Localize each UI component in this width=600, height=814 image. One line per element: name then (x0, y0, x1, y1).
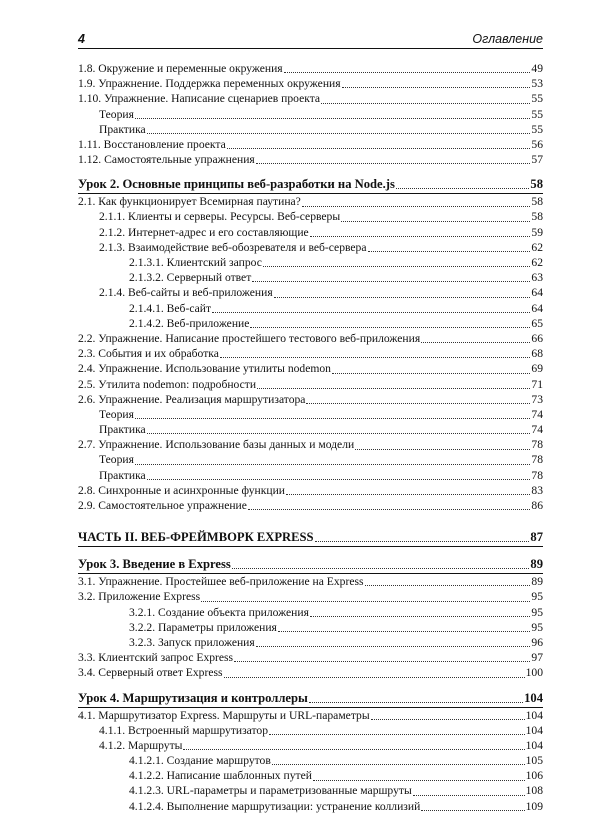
dot-leader (274, 297, 531, 298)
toc-entry-page: 49 (531, 61, 543, 75)
toc-entry-page: 69 (531, 362, 543, 376)
toc-entry-page: 104 (525, 708, 543, 722)
toc-entry-page: 55 (531, 92, 543, 106)
toc-entry-title: 4.1. Маршрутизатор Express. Маршруты и URL-параметры (78, 708, 370, 722)
toc-entry (78, 137, 543, 152)
dot-leader (220, 357, 531, 358)
toc-entry-title: Практика (99, 423, 146, 437)
toc-entry (78, 768, 543, 783)
toc-entry (78, 152, 543, 167)
toc-entry-page: 55 (531, 122, 543, 136)
toc-entry-page: 106 (525, 769, 543, 783)
toc-entry-page: 89 (530, 557, 543, 572)
toc-lesson-heading (78, 690, 543, 708)
toc-entry-title: 3.2.1. Создание объекта приложения (129, 605, 309, 619)
toc-entry-title: 3.2. Приложение Express (78, 590, 201, 604)
toc-entry-title: Теория (99, 453, 134, 467)
toc-entry (78, 331, 543, 346)
toc-entry-page: 58 (531, 195, 543, 209)
toc-entry-page: 56 (531, 137, 543, 151)
dot-leader (135, 118, 530, 119)
dot-leader (256, 163, 531, 164)
toc-entry-page: 95 (531, 620, 543, 634)
toc-entry-title: 2.4. Упражнение. Использование утилиты nodemon (78, 362, 331, 376)
toc-entry-title: 3.2.2. Параметры приложения (129, 620, 277, 634)
dot-leader (147, 479, 531, 480)
toc-entry-title: Практика (99, 468, 146, 482)
dot-leader (232, 568, 530, 569)
toc-entry-title: 4.1.2.4. Выполнение маршрутизации: устранение коллизий (129, 799, 421, 813)
dot-leader (252, 281, 530, 282)
dot-leader (321, 103, 530, 104)
toc-entry (78, 194, 543, 209)
toc-entry-title: 2.3. События и их обработка (78, 347, 219, 361)
toc-entry (78, 422, 543, 437)
toc-entry (78, 76, 543, 91)
toc-entry (78, 392, 543, 407)
toc-entry (78, 723, 543, 738)
dot-leader (250, 327, 530, 328)
dot-leader (315, 541, 530, 542)
toc-entry-page: 97 (531, 651, 543, 665)
dot-leader (309, 702, 523, 703)
toc-entry-page: 87 (530, 530, 543, 545)
toc-entry-title: Теория (99, 407, 134, 421)
toc-entry-page: 55 (531, 107, 543, 121)
toc-entry-page: 104 (525, 723, 543, 737)
dot-leader (368, 251, 531, 252)
toc-entry-title: Урок 3. Введение в Express (78, 557, 231, 572)
toc-entry (78, 589, 543, 604)
toc-entry (78, 437, 543, 452)
dot-leader (269, 734, 525, 735)
toc-entry-title: 3.1. Упражнение. Простейшее веб-приложение на Express (78, 575, 364, 589)
toc-entry (78, 753, 543, 768)
toc-entry-page: 78 (531, 468, 543, 482)
dot-leader (278, 631, 531, 632)
toc-entry-title: Практика (99, 122, 146, 136)
toc-entry (78, 784, 543, 799)
dot-leader (201, 601, 530, 602)
toc-entry-title: ЧАСТЬ II. ВЕБ-ФРЕЙМВОРК EXPRESS (78, 530, 314, 545)
toc-entry-page: 71 (531, 377, 543, 391)
dot-leader (342, 87, 531, 88)
toc-entry-title: 2.1.3. Взаимодействие веб-обозревателя и веб-сервера (99, 240, 367, 254)
toc-entry-title: 4.1.2.2. Написание шаблонных путей (129, 769, 312, 783)
toc-entry-title: 2.5. Утилита nodemon: подробности (78, 377, 257, 391)
toc-entry (78, 270, 543, 285)
toc-entry-title: 2.2. Упражнение. Написание простейшего тестового веб-приложения (78, 331, 421, 345)
toc-entry-title: 2.1.4.1. Веб-сайт (129, 301, 212, 315)
toc-entry (78, 738, 543, 753)
toc-entry-title: 2.8. Синхронные и асинхронные функции (78, 483, 285, 497)
toc-entry-page: 68 (531, 347, 543, 361)
dot-leader (135, 418, 530, 419)
toc-entry (78, 377, 543, 392)
toc-entry (78, 61, 543, 76)
toc-entry-page: 66 (531, 331, 543, 345)
dot-leader (224, 677, 525, 678)
toc-entry-title: 4.1.1. Встроенный маршрутизатор (99, 723, 269, 737)
dot-leader (135, 464, 530, 465)
toc-entry-title: 4.1.2. Маршруты (99, 738, 183, 752)
toc-entry (78, 122, 543, 137)
toc-entry-page: 95 (531, 605, 543, 619)
toc-entry (78, 210, 543, 225)
dot-leader (365, 585, 531, 586)
dot-leader (341, 221, 530, 222)
dot-leader (248, 509, 531, 510)
toc-entry-title: 2.1.1. Клиенты и серверы. Ресурсы. Веб-серверы (99, 210, 341, 224)
toc-entry-page: 78 (531, 453, 543, 467)
toc-entry-title: 2.1.4.2. Веб-приложение (129, 316, 250, 330)
toc-entry-title: 1.11. Восстановление проекта (78, 137, 226, 151)
toc-entry-page: 105 (525, 754, 543, 768)
toc-entry (78, 799, 543, 814)
toc-entry-page: 86 (531, 499, 543, 513)
toc-entry-page: 58 (531, 210, 543, 224)
dot-leader (310, 616, 530, 617)
running-header (78, 30, 543, 49)
dot-leader (396, 188, 530, 189)
toc-entry (78, 407, 543, 422)
dot-leader (284, 72, 531, 73)
toc-entry-title: 4.1.2.3. URL-параметры и параметризованные маршруты (129, 784, 412, 798)
toc-entry (78, 708, 543, 723)
toc-part-heading (78, 529, 543, 547)
dot-leader (257, 388, 530, 389)
toc-entry-page: 53 (531, 77, 543, 91)
toc-entry (78, 240, 543, 255)
toc-entry-title: 2.1.4. Веб-сайты и веб-приложения (99, 286, 273, 300)
toc-entry-title: 2.1. Как функционирует Всемирная паутина? (78, 195, 301, 209)
toc-entry (78, 361, 543, 376)
toc-entry (78, 665, 543, 680)
toc-entry-title: 1.8. Окружение и переменные окружения (78, 61, 283, 75)
toc-entry-page: 108 (525, 784, 543, 798)
dot-leader (234, 661, 530, 662)
toc-entry (78, 650, 543, 665)
dot-leader (421, 810, 524, 811)
running-title: Оглавление (472, 32, 543, 46)
toc-entry-title: 3.3. Клиентский запрос Express (78, 651, 234, 665)
dot-leader (272, 764, 525, 765)
toc-entry-title: 2.6. Упражнение. Реализация маршрутизатора (78, 392, 306, 406)
toc-entry (78, 346, 543, 361)
toc-entry (78, 605, 543, 620)
toc-entry (78, 483, 543, 498)
toc-entry-page: 62 (531, 256, 543, 270)
toc-entry-page: 109 (525, 799, 543, 813)
dot-leader (371, 719, 525, 720)
toc-entry-title: 3.4. Серверный ответ Express (78, 666, 223, 680)
toc-entry-title: Теория (99, 107, 134, 121)
toc-entry-page: 64 (531, 301, 543, 315)
toc-entry-title: 2.1.3.2. Серверный ответ (129, 271, 252, 285)
toc-entry-title: 2.1.3.1. Клиентский запрос (129, 256, 262, 270)
toc-entry-page: 74 (531, 423, 543, 437)
dot-leader (302, 206, 531, 207)
dot-leader (306, 403, 530, 404)
toc-entry-page: 104 (525, 738, 543, 752)
dot-leader (147, 133, 531, 134)
toc-entry (78, 620, 543, 635)
toc-entry-title: 2.9. Самостоятельное упражнение (78, 499, 247, 513)
toc-entry-title: Урок 2. Основные принципы веб-разработки на Node.js (78, 177, 395, 192)
toc-entry (78, 225, 543, 240)
toc-entry (78, 635, 543, 650)
toc-entry-title: 1.10. Упражнение. Написание сценариев проекта (78, 92, 321, 106)
toc-entry-page: 64 (531, 286, 543, 300)
toc-entry-page: 74 (531, 407, 543, 421)
toc-entry (78, 91, 543, 106)
toc-entry-title: 2.7. Упражнение. Использование базы данных и модели (78, 438, 355, 452)
dot-leader (212, 312, 530, 313)
dot-leader (263, 266, 531, 267)
toc-entry (78, 301, 543, 316)
toc-entry (78, 107, 543, 122)
toc-entry-page: 89 (531, 575, 543, 589)
toc-entry-title: 2.1.2. Интернет-адрес и его составляющие (99, 225, 309, 239)
toc-entry-page: 78 (531, 438, 543, 452)
toc-entry-page: 73 (531, 392, 543, 406)
toc-entry-page: 65 (531, 316, 543, 330)
table-of-contents (78, 61, 543, 814)
toc-entry-page: 59 (531, 225, 543, 239)
dot-leader (332, 373, 530, 374)
toc-entry (78, 468, 543, 483)
toc-entry-page: 104 (524, 690, 543, 705)
toc-entry-page: 83 (531, 483, 543, 497)
toc-entry-title: Урок 4. Маршрутизация и контроллеры (78, 690, 308, 705)
toc-entry-page: 95 (531, 590, 543, 604)
toc-entry (78, 255, 543, 270)
toc-entry-page: 63 (531, 271, 543, 285)
toc-entry-page: 96 (531, 635, 543, 649)
toc-entry (78, 285, 543, 300)
dot-leader (313, 780, 525, 781)
toc-entry-page: 57 (531, 153, 543, 167)
toc-entry (78, 453, 543, 468)
dot-leader (421, 342, 530, 343)
toc-entry-title: 1.9. Упражнение. Поддержка переменных окружения (78, 77, 341, 91)
toc-lesson-heading (78, 176, 543, 194)
page-number: 4 (78, 32, 85, 46)
dot-leader (286, 494, 530, 495)
toc-entry (78, 574, 543, 589)
toc-entry-page: 58 (530, 177, 543, 192)
toc-entry (78, 316, 543, 331)
toc-entry-title: 3.2.3. Запуск приложения (129, 635, 255, 649)
dot-leader (413, 795, 525, 796)
toc-entry-page: 100 (525, 666, 543, 680)
dot-leader (310, 236, 531, 237)
dot-leader (355, 449, 530, 450)
toc-entry-title: 1.12. Самостоятельные упражнения (78, 153, 255, 167)
dot-leader (227, 148, 531, 149)
toc-entry (78, 498, 543, 513)
toc-entry-title: 4.1.2.1. Создание маршрутов (129, 754, 271, 768)
dot-leader (147, 433, 531, 434)
dot-leader (256, 646, 531, 647)
toc-lesson-heading (78, 556, 543, 574)
toc-entry-page: 62 (531, 240, 543, 254)
